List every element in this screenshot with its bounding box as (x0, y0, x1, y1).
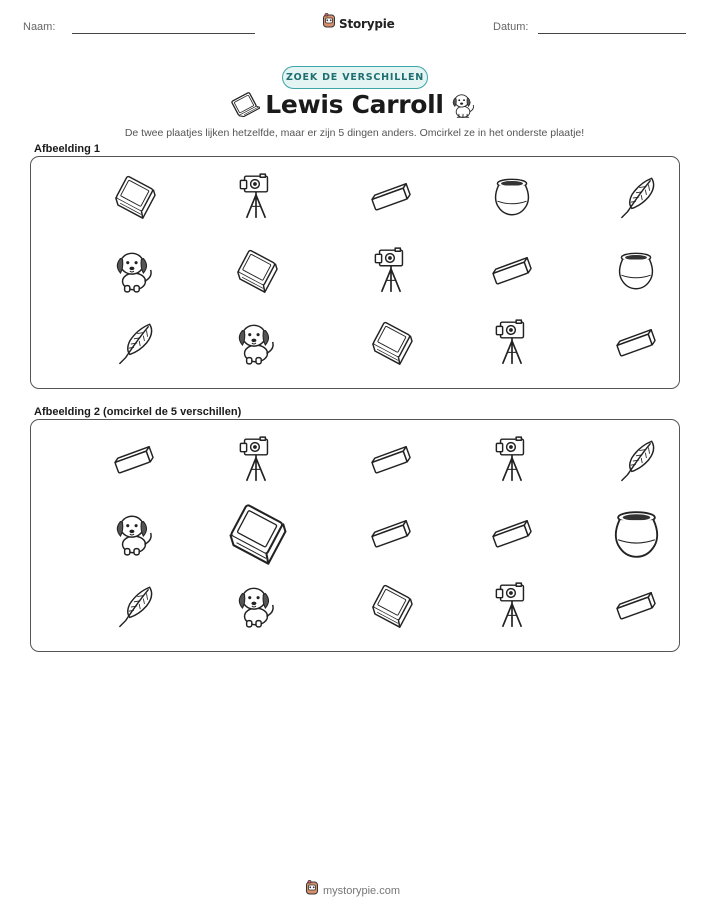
eraser-icon[interactable] (366, 509, 416, 559)
eraser-icon (487, 246, 537, 296)
eraser-icon[interactable] (109, 435, 159, 485)
picture2-panel[interactable] (30, 419, 680, 652)
footer-site: mystorypie.com (323, 884, 401, 897)
feather-icon[interactable] (109, 581, 159, 631)
picture2-label: Afbeelding 2 (omcirkel de 5 verschillen) (34, 406, 242, 418)
storypie-mascot-icon (305, 880, 319, 901)
puppy-icon (109, 246, 159, 296)
picture1-panel (30, 156, 680, 389)
camera-icon (231, 172, 281, 222)
picture1-label: Afbeelding 1 (34, 143, 101, 155)
eraser-icon (611, 318, 661, 368)
book-icon (231, 246, 281, 296)
name-label: Naam: (23, 21, 56, 33)
eraser-icon[interactable] (611, 581, 661, 631)
camera-icon (487, 318, 537, 368)
book-icon (109, 172, 159, 222)
instructions: De twee plaatjes lijken hetzelfde, maar er zijn 5 dingen anders. Omcirkel ze in het onderste plaatje! (124, 127, 585, 139)
eraser-icon[interactable] (366, 435, 416, 485)
pot-icon[interactable] (605, 503, 668, 566)
puppy-icon[interactable] (231, 581, 281, 631)
camera-icon[interactable] (487, 435, 537, 485)
camera-icon[interactable] (487, 581, 537, 631)
brand-logo (322, 13, 395, 34)
pot-icon (611, 246, 661, 296)
camera-icon[interactable] (231, 435, 281, 485)
activity-badge: ZOEK DE VERSCHILLEN (282, 66, 428, 89)
eraser-icon[interactable] (487, 509, 537, 559)
brand-name: Storypie (339, 16, 395, 31)
worksheet-title: Lewis Carroll (265, 90, 444, 119)
feather-icon (109, 318, 159, 368)
name-line (72, 33, 255, 34)
feather-icon[interactable] (611, 435, 661, 485)
date-line (538, 33, 686, 34)
puppy-icon (231, 318, 281, 368)
pot-icon (487, 172, 537, 222)
date-label: Datum: (493, 21, 529, 33)
feather-icon (611, 172, 661, 222)
book-icon[interactable] (366, 581, 416, 631)
eraser-icon (366, 172, 416, 222)
camera-icon (366, 246, 416, 296)
puppy-icon[interactable] (109, 509, 159, 559)
book-icon[interactable] (221, 499, 291, 569)
book-icon (366, 318, 416, 368)
storypie-mascot-icon (322, 13, 336, 34)
footer (305, 880, 400, 901)
puppy-icon (449, 90, 477, 125)
